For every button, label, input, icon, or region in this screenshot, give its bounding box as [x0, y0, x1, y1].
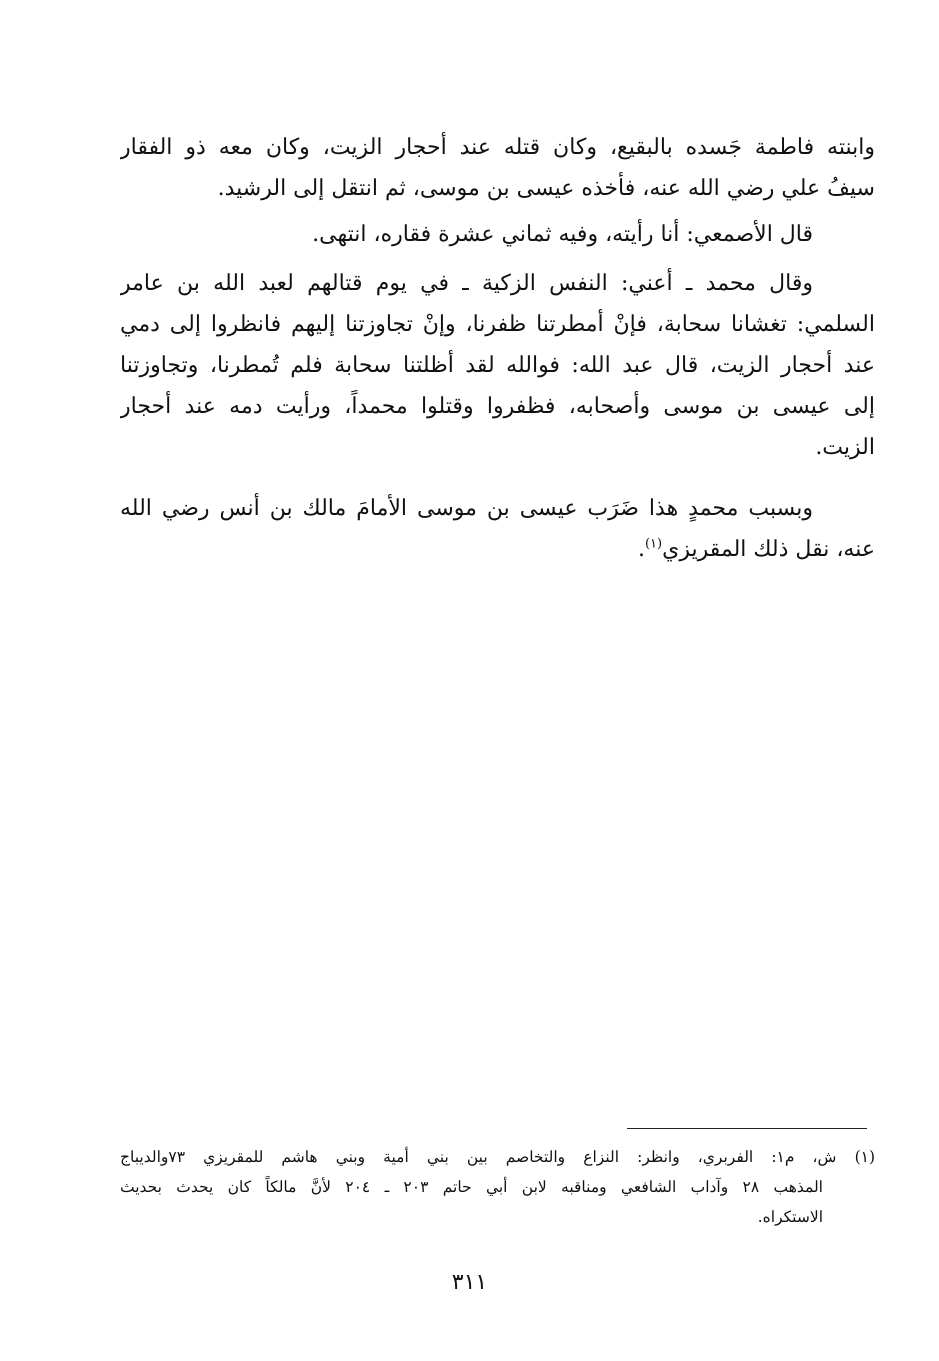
paragraph [120, 263, 875, 468]
text-line: إلى عيسى بن موسى وأصحابه، فظفروا وقتلوا محمداً، ورأيت دمه عند أحجار [120, 394, 875, 419]
text-line [120, 529, 875, 570]
footnotes [120, 1142, 875, 1232]
text-line: السلمي: تغشانا سحابة، فإنْ أمطرتنا ظفرنا، وإنْ تجاوزتنا إليهم فانظروا إلى دمي [120, 312, 875, 337]
text-line: وبسبب محمدٍ هذا ضَرَب عيسى بن موسى الأمامَ مالك بن أنس رضي الله [120, 496, 813, 521]
footnote-divider [627, 1128, 867, 1129]
text-line: وابنته فاطمة جَسده بالبقيع، وكان قتله عند أحجار الزيت، وكان معه ذو الفقار [120, 135, 875, 160]
page-number: ٣١١ [451, 1270, 488, 1295]
paragraph [120, 488, 875, 570]
text-line: قال الأصمعي: أنا رأيته، وفيه ثماني عشرة فقاره، انتهى. [312, 222, 813, 247]
footnote-line: (١) ش، م١: الفربري، وانظر: النزاع والتخاصم بين بني أمية وبني هاشم للمقريزي ٧٣والديباج [120, 1148, 875, 1166]
main-text [120, 127, 875, 209]
period: . [637, 537, 645, 562]
footnote-line: المذهب ٢٨ وآداب الشافعي ومناقبه لابن أبي حاتم ٢٠٣ ـ ٢٠٤ لأنَّ مالكاً كان يحدث بحديث [120, 1178, 823, 1196]
paragraph [120, 214, 875, 255]
footnote-line: الاستكراه. [757, 1208, 823, 1226]
footnote-reference: (١) [644, 536, 663, 552]
text-line: سيفُ علي رضي الله عنه، فأخذه عيسى بن موسى، ثم انتقل إلى الرشيد. [217, 176, 875, 201]
text-line-content: عنه، نقل ذلك المقريزي [662, 537, 875, 562]
text-line: وقال محمد ـ أعني: النفس الزكية ـ في يوم قتالهم لعبد الله بن عامر [120, 271, 813, 296]
text-line: عند أحجار الزيت، قال عبد الله: فوالله لقد أظلتنا سحابة فلم تُمطرنا، وتجاوزتنا [120, 353, 875, 378]
text-line: الزيت. [815, 435, 875, 460]
